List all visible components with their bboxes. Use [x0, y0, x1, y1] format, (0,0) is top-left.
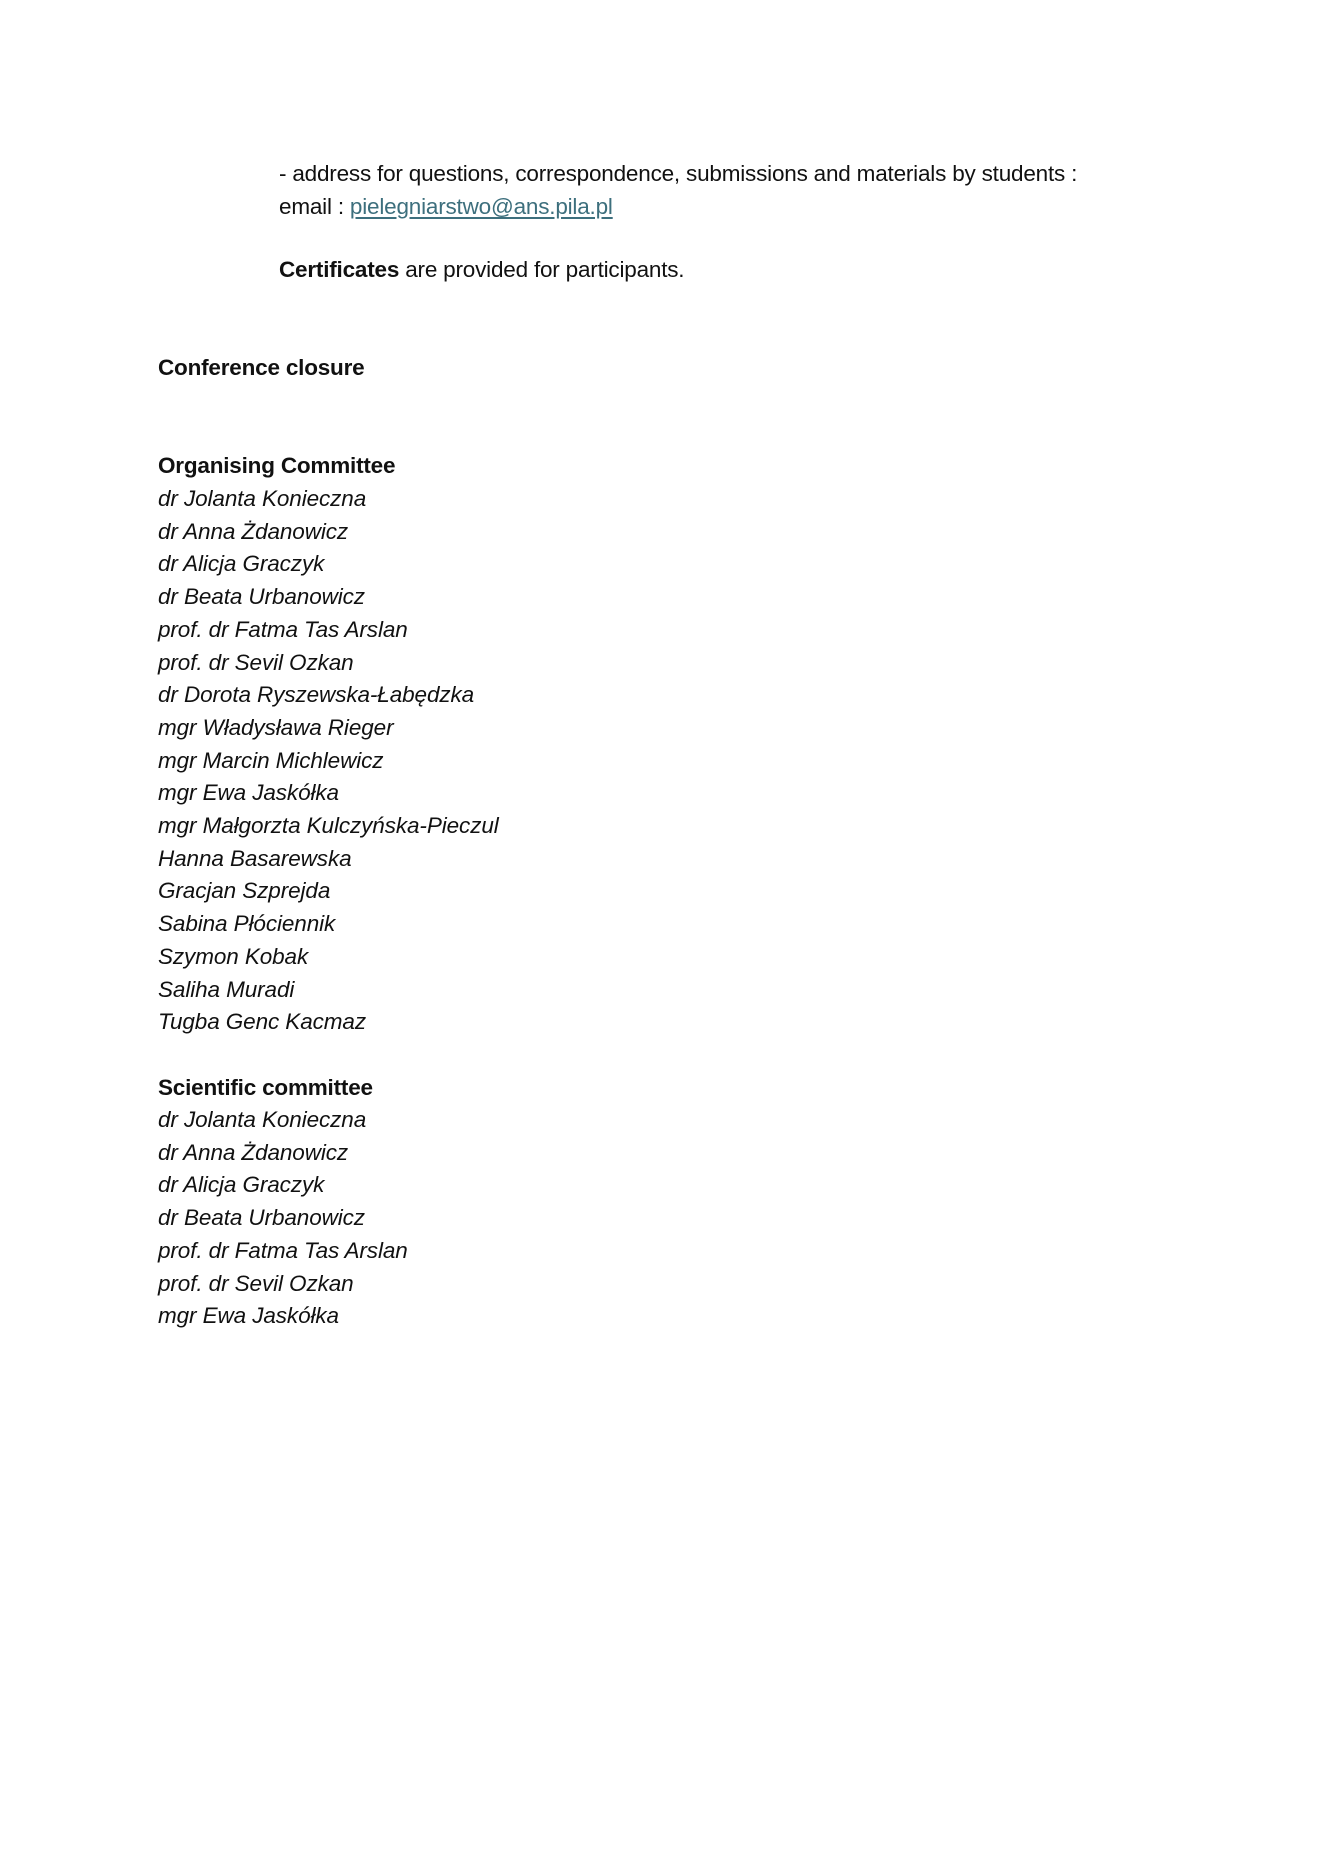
list-item: dr Beata Urbanowicz [158, 584, 365, 610]
organising-committee-heading: Organising Committee [158, 453, 396, 478]
list-item: dr Alicja Graczyk [158, 1172, 325, 1198]
list-item: Tugba Genc Kacmaz [158, 1009, 366, 1035]
email-link[interactable]: pielegniarstwo@ans.pila.pl [349, 194, 613, 219]
list-item: dr Anna Żdanowicz [158, 1139, 349, 1165]
list-item: dr Dorota Ryszewska-Łabędzka [158, 682, 475, 708]
list-item: prof. dr Fatma Tas Arslan [158, 616, 408, 642]
certificates-text: are provided for participants. [399, 257, 685, 282]
list-item: dr Jolanta Konieczna [158, 486, 367, 511]
list-item: Sabina Płóciennik [158, 911, 336, 937]
scientific-committee-list [158, 1104, 408, 1333]
address-line: - address for questions, correspondence, submissions and materials by students : [279, 161, 1078, 186]
list-item: prof. dr Sevil Ozkan [158, 649, 354, 675]
list-item: Szymon Kobak [158, 943, 309, 969]
list-item: Hanna Basarewska [158, 845, 352, 871]
conference-closure-heading: Conference closure [158, 355, 365, 380]
list-item: prof. dr Fatma Tas Arslan [158, 1237, 408, 1263]
list-item: dr Anna Żdanowicz [158, 518, 349, 544]
certificates-bold: Certificates [279, 257, 400, 282]
email-line [279, 191, 613, 223]
list-item: mgr Małgorzta Kulczyńska-Pieczul [158, 813, 499, 839]
list-item: mgr Ewa Jaskółka [158, 780, 339, 806]
list-item: mgr Marcin Michlewicz [158, 747, 384, 773]
email-label: email : [279, 194, 350, 219]
list-item: Gracjan Szprejda [158, 878, 331, 904]
certificates-line [279, 254, 684, 286]
list-item: dr Beata Urbanowicz [158, 1205, 365, 1231]
list-item: mgr Ewa Jaskółka [158, 1303, 339, 1329]
organising-committee-list [158, 483, 499, 1039]
list-item: dr Alicja Graczyk [158, 551, 325, 577]
list-item: dr Jolanta Konieczna [158, 1107, 367, 1132]
scientific-committee-heading: Scientific committee [158, 1075, 373, 1100]
list-item: Saliha Muradi [158, 976, 295, 1002]
list-item: prof. dr Sevil Ozkan [158, 1270, 354, 1296]
list-item: mgr Władysława Rieger [158, 714, 394, 740]
